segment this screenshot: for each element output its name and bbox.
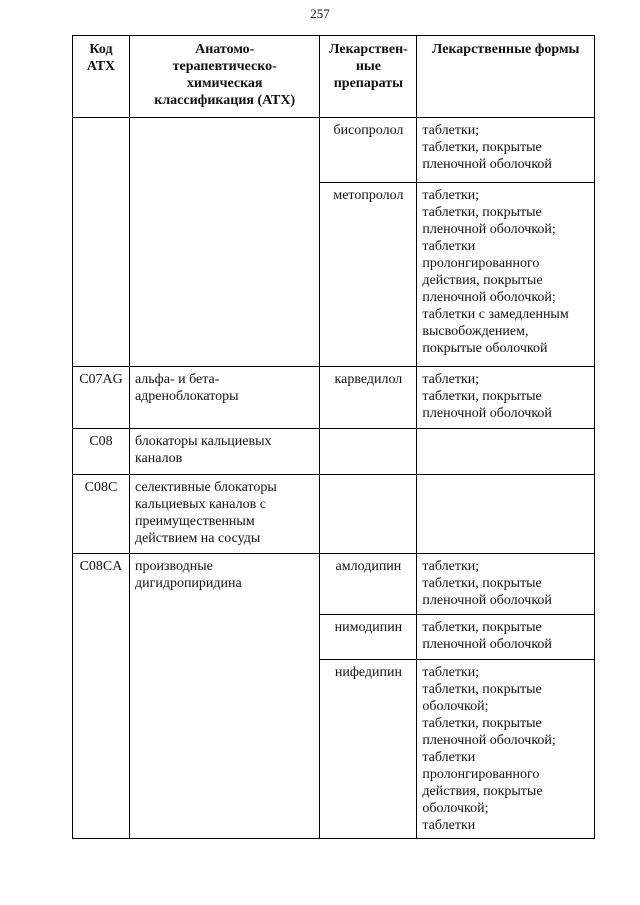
form-line: действия, покрытые [422,273,543,288]
form-line: пролонгированного [422,256,540,271]
drug-name: амлодипин [335,559,402,574]
form-line: таблетки; [422,665,480,680]
drug-cell [320,660,417,839]
table-row [73,554,595,615]
drug-cell [320,367,417,429]
header-drugs-line: ные [355,59,382,74]
drug-name: нимодипин [334,620,403,635]
form-line: таблетки [422,750,476,765]
classification-cell [129,554,319,839]
form-line: действия, покрытые [422,784,543,799]
classification-line: действием на сосуды [134,531,261,546]
forms-cell [417,429,595,475]
classification-line: блокаторы кальциевых [134,434,272,449]
form-line: таблетки, покрытые [422,716,542,731]
classification-cell [129,118,319,367]
table-row [73,475,595,554]
drug-cell [320,475,417,554]
classification-line: альфа- и бета- [134,372,220,387]
table-row [73,429,595,475]
header-forms-line: Лекарственные формы [431,42,580,57]
header-classification-line: классификация (АТХ) [154,93,296,108]
forms-cell [417,615,595,660]
classification-cell [129,475,319,554]
classification-line: селективные блокаторы [134,480,277,495]
form-line: пленочной оболочкой [422,406,552,421]
forms-cell [417,183,595,367]
form-line: таблетки; [422,188,480,203]
table-row [73,367,595,429]
header-code [73,36,130,118]
form-line: таблетки, покрытые [422,205,542,220]
forms-cell [417,554,595,615]
form-line: пленочной оболочкой; [422,733,556,748]
form-line: оболочкой; [422,801,489,816]
drug-name: нифедипин [334,665,403,680]
header-classification [129,36,319,118]
header-classification-line: химическая [186,76,263,91]
drug-cell [320,429,417,475]
form-line: таблетки; [422,559,480,574]
classification-cell [129,429,319,475]
atx-table [72,35,595,839]
drug-cell [320,554,417,615]
header-code-line: Код [89,42,113,57]
atx-code: C08 [89,434,113,449]
drug-cell [320,118,417,183]
drug-cell [320,615,417,660]
form-line: пленочной оболочкой; [422,222,556,237]
classification-line: производные [134,559,213,574]
forms-cell [417,660,595,839]
form-line: таблетки, покрытые [422,682,542,697]
code-cell [73,429,130,475]
header-drugs-line: Лекарствен- [329,42,408,57]
atx-code: C08C [84,480,118,495]
forms-cell [417,367,595,429]
classification-line: каналов [134,451,183,466]
form-line: таблетки [422,818,476,833]
form-line: таблетки, покрытые [422,389,542,404]
header-classification-line: Анатомо- [195,42,255,57]
form-line: пленочной оболочкой [422,593,552,608]
atx-code: C07AG [79,372,123,387]
form-line: таблетки с замедленным [422,307,569,322]
form-line: пленочной оболочкой; [422,290,556,305]
form-line: таблетки [422,239,476,254]
forms-cell [417,118,595,183]
drug-name: карведилол [334,372,403,387]
drug-name: бисопролол [333,123,404,138]
form-line: таблетки; [422,372,480,387]
form-line: пролонгированного [422,767,540,782]
form-line: пленочной оболочкой [422,637,552,652]
form-line: оболочкой; [422,699,489,714]
header-drugs [320,36,417,118]
classification-line: адреноблокаторы [134,389,239,404]
form-line: высвобождением, [422,324,529,339]
code-cell [73,475,130,554]
form-line: таблетки, покрытые [422,576,542,591]
page-number: 257 [310,6,330,21]
code-cell [73,118,130,367]
table-header-row [73,36,595,118]
forms-cell [417,475,595,554]
form-line: покрытые оболочкой [422,341,548,356]
classification-cell [129,367,319,429]
form-line: таблетки, покрытые [422,140,542,155]
form-line: пленочной оболочкой [422,157,552,172]
form-line: таблетки, покрытые [422,620,542,635]
classification-line: преимущественным [134,514,255,529]
classification-line: дигидропиридина [134,576,242,591]
form-line: таблетки; [422,123,480,138]
atx-code: C08CA [79,559,123,574]
classification-line: кальциевых каналов с [134,497,266,512]
header-forms [417,36,595,118]
header-code-line: АТХ [86,59,116,74]
header-drugs-line: препараты [333,76,404,91]
table-row [73,118,595,183]
header-classification-line: терапевтическо- [172,59,277,74]
code-cell [73,367,130,429]
drug-name: метопролол [333,188,404,203]
code-cell [73,554,130,839]
drug-cell [320,183,417,367]
